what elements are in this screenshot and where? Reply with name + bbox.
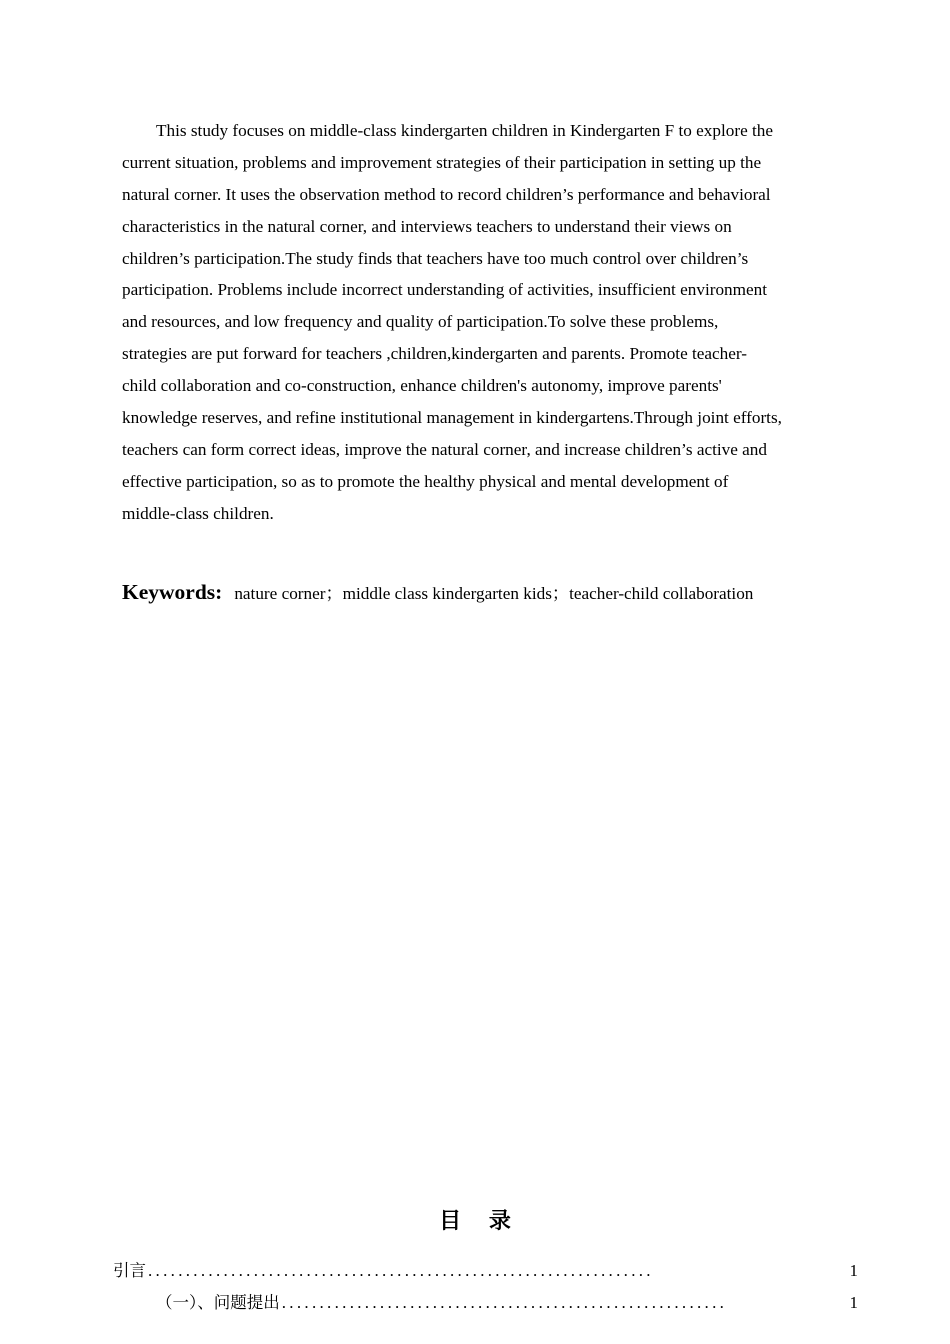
abstract-line: and resources, and low frequency and quality of participation.To solve these problems, [122,312,719,332]
abstract-line: This study focuses on middle-class kindergarten children in Kindergarten F to explore the [156,121,774,140]
keywords-line [122,576,882,610]
abstract-paragraph [122,115,860,530]
toc-leader-dots: ................................................................... [148,1261,654,1280]
abstract-line: middle-class children. [122,503,274,523]
toc-entry-label: （一）、问题提出 [156,1293,280,1312]
toc-entry-problem-statement[interactable] [156,1291,858,1315]
keywords-text: nature corner；middle class kindergarten kids；teacher-child collaboration [234,584,754,603]
abstract-line: teachers can form correct ideas, improve the natural corner, and increase children’s active and [122,439,767,459]
toc-leader-dots: ........................................................... [281,1293,728,1312]
toc-page-number: 1 [849,1261,858,1280]
abstract-line: child collaboration and co-construction, enhance children's autonomy, improve parents' [122,376,722,396]
abstract-line: characteristics in the natural corner, and interviews teachers to understand their views on [122,216,732,236]
toc-entry-label: 引言 [113,1261,146,1280]
toc-entry-introduction[interactable] [113,1259,858,1283]
abstract-line: natural corner. It uses the observation method to record children’s performance and behavioral [122,184,771,204]
toc-title: 目 录 [439,1209,521,1234]
abstract-line: effective participation, so as to promote the healthy physical and mental development of [122,471,729,491]
abstract-line: knowledge reserves, and refine institutional management in kindergartens.Through joint efforts, [122,408,782,428]
abstract-line: strategies are put forward for teachers ,children,kindergarten and parents. Promote teacher- [122,344,747,364]
toc-page-number: 1 [849,1293,858,1312]
abstract-line: participation. Problems include incorrect understanding of activities, insufficient environment [122,280,767,300]
abstract-line: children’s participation.The study finds that teachers have too much control over children’s [122,248,749,268]
keywords-label: Keywords: [122,580,223,604]
abstract-line: current situation, problems and improvement strategies of their participation in setting up the [122,152,762,172]
